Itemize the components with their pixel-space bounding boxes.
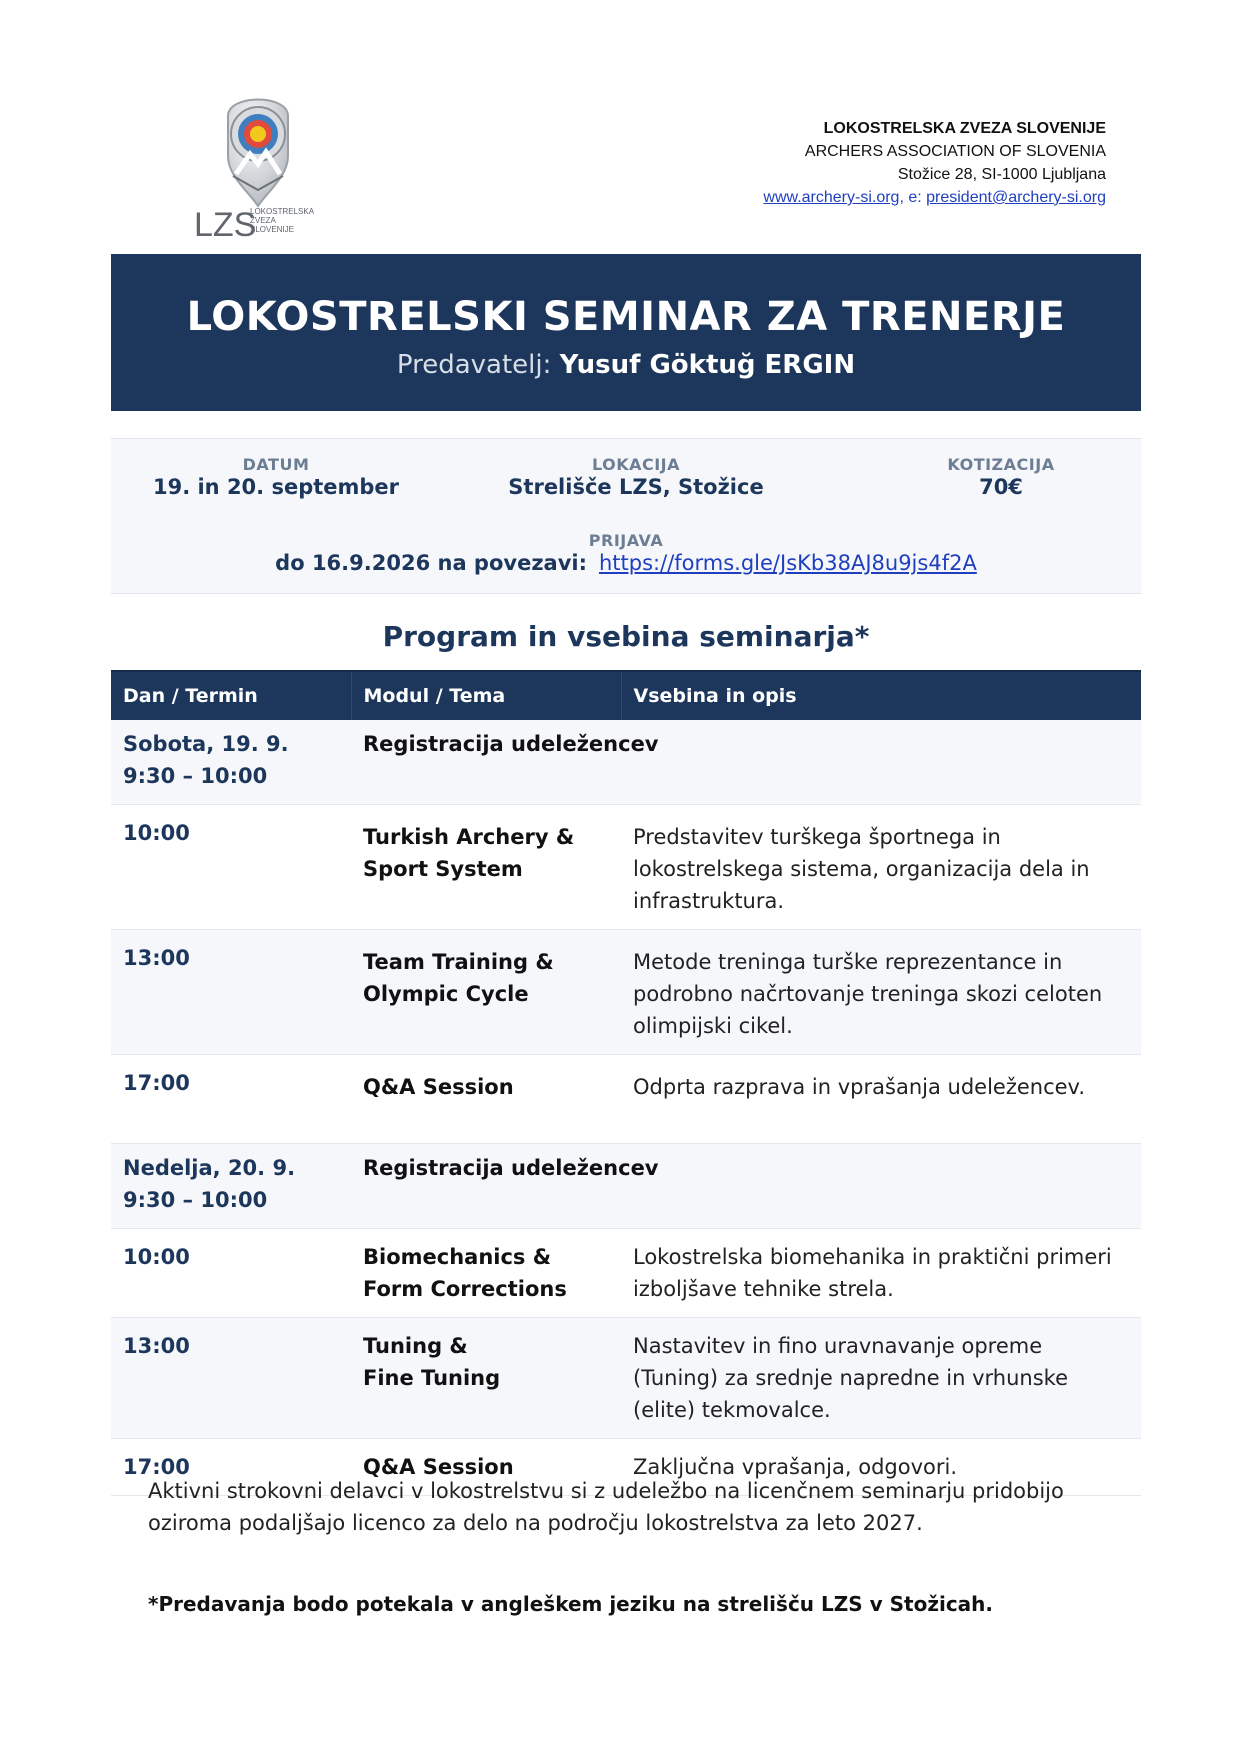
license-note: Aktivni strokovni delavci v lokostrelstvu si z udeležbo na licenčnem seminarju pridobijo oziroma podaljšajo licenco za delo na področju lokostrelstva za leto 2027. bbox=[148, 1479, 1064, 1535]
org-name: LOKOSTRELSKA ZVEZA SLOVENIJE bbox=[823, 120, 1106, 137]
row-desc: Nastavitev in fino uravnavanje opreme (Tuning) za srednje napredne in vrhunske (elite) tekmovalce. bbox=[621, 1318, 1141, 1439]
row-module: Registracija udeležencev bbox=[351, 720, 1141, 805]
row-time: 17:00 bbox=[111, 1055, 351, 1144]
row-time: 10:00 bbox=[111, 805, 351, 930]
row-desc: Metode treninga turške reprezentance in podrobno načrtovanje treninga skozi celoten olimpijski cikel. bbox=[621, 930, 1141, 1055]
row-module: Registracija udeležencev bbox=[351, 1144, 1141, 1229]
fee-label: KOTIZACIJA bbox=[947, 455, 1055, 474]
email-prefix: , e: bbox=[899, 189, 927, 206]
program-table bbox=[111, 670, 1141, 1496]
location-block bbox=[471, 455, 801, 499]
row-module: Q&A Session bbox=[351, 1055, 621, 1144]
lecturer-line bbox=[111, 350, 1141, 380]
website-link[interactable]: www.archery-si.org bbox=[763, 189, 900, 206]
row-time: 13:00 bbox=[111, 930, 351, 1055]
date-value: 19. in 20. september bbox=[152, 475, 400, 499]
row-time: Sobota, 19. 9. 9:30 – 10:00 bbox=[111, 720, 351, 805]
table-row bbox=[111, 1055, 1141, 1144]
row-module: Tuning & Fine Tuning bbox=[351, 1318, 621, 1439]
col-header-module: Modul / Tema bbox=[351, 671, 621, 720]
row-desc: Odprta razprava in vprašanja udeležencev. bbox=[621, 1055, 1141, 1144]
row-time: 13:00 bbox=[111, 1318, 351, 1439]
event-info bbox=[111, 438, 1141, 594]
organization-info bbox=[763, 117, 1106, 209]
title-banner bbox=[111, 254, 1141, 411]
fee-value: 70€ bbox=[979, 475, 1023, 499]
table-row bbox=[111, 720, 1141, 805]
row-time: 17:00 bbox=[111, 1439, 351, 1496]
org-address: Stožice 28, SI-1000 Ljubljana bbox=[897, 166, 1106, 183]
registration-label: PRIJAVA bbox=[588, 531, 664, 550]
logo-text: LZS bbox=[194, 206, 257, 244]
col-header-desc: Vsebina in opis bbox=[621, 671, 1141, 720]
logo-sub-3: SLOVENIJE bbox=[250, 225, 295, 234]
lzs-logo bbox=[188, 96, 338, 246]
email-link[interactable]: president@archery-si.org bbox=[926, 189, 1106, 206]
table-row bbox=[111, 1229, 1141, 1318]
location-label: LOKACIJA bbox=[591, 455, 681, 474]
registration-text: do 16.9.2026 na povezavi: bbox=[275, 551, 587, 575]
table-row bbox=[111, 930, 1141, 1055]
lecturer-name: Yusuf Göktuğ ERGIN bbox=[559, 350, 856, 380]
org-name-en: ARCHERS ASSOCIATION OF SLOVENIA bbox=[804, 143, 1106, 160]
date-block bbox=[151, 455, 401, 499]
program-heading: Program in vsebina seminarja* bbox=[382, 620, 870, 653]
row-desc: Lokostrelska biomehanika in praktični primeri izboljšave tehnike strela. bbox=[621, 1229, 1141, 1318]
table-header-row bbox=[111, 671, 1141, 720]
row-time: Nedelja, 20. 9. 9:30 – 10:00 bbox=[111, 1144, 351, 1229]
logo-sub-1: LOKOSTRELSKA bbox=[250, 207, 315, 216]
table-row bbox=[111, 1318, 1141, 1439]
row-module: Q&A Session bbox=[351, 1439, 621, 1496]
footnote: *Predavanja bodo potekala v angleškem jeziku na strelišču LZS v Stožicah. bbox=[148, 1592, 993, 1616]
registration-block bbox=[111, 531, 1141, 575]
date-label: DATUM bbox=[242, 455, 310, 474]
table-row bbox=[111, 805, 1141, 930]
seminar-title: LOKOSTRELSKI SEMINAR ZA TRENERJE bbox=[186, 294, 1066, 340]
registration-link[interactable]: https://forms.gle/JsKb38AJ8u9js4f2A bbox=[599, 551, 977, 575]
col-header-time: Dan / Termin bbox=[111, 671, 351, 720]
location-value: Strelišče LZS, Stožice bbox=[508, 475, 764, 499]
table-row bbox=[111, 1144, 1141, 1229]
row-module: Turkish Archery & Sport System bbox=[351, 805, 621, 930]
logo-sub-2: ZVEZA bbox=[250, 216, 276, 225]
row-module: Biomechanics & Form Corrections bbox=[351, 1229, 621, 1318]
row-desc: Predstavitev turškega športnega in lokostrelskega sistema, organizacija dela in infrastruktura. bbox=[621, 805, 1141, 930]
fee-block bbox=[911, 455, 1091, 499]
row-time: 10:00 bbox=[111, 1229, 351, 1318]
row-module: Team Training & Olympic Cycle bbox=[351, 930, 621, 1055]
lecturer-label: Predavatelj: bbox=[396, 350, 560, 380]
row-desc: Zaključna vprašanja, odgovori. bbox=[621, 1439, 1141, 1496]
